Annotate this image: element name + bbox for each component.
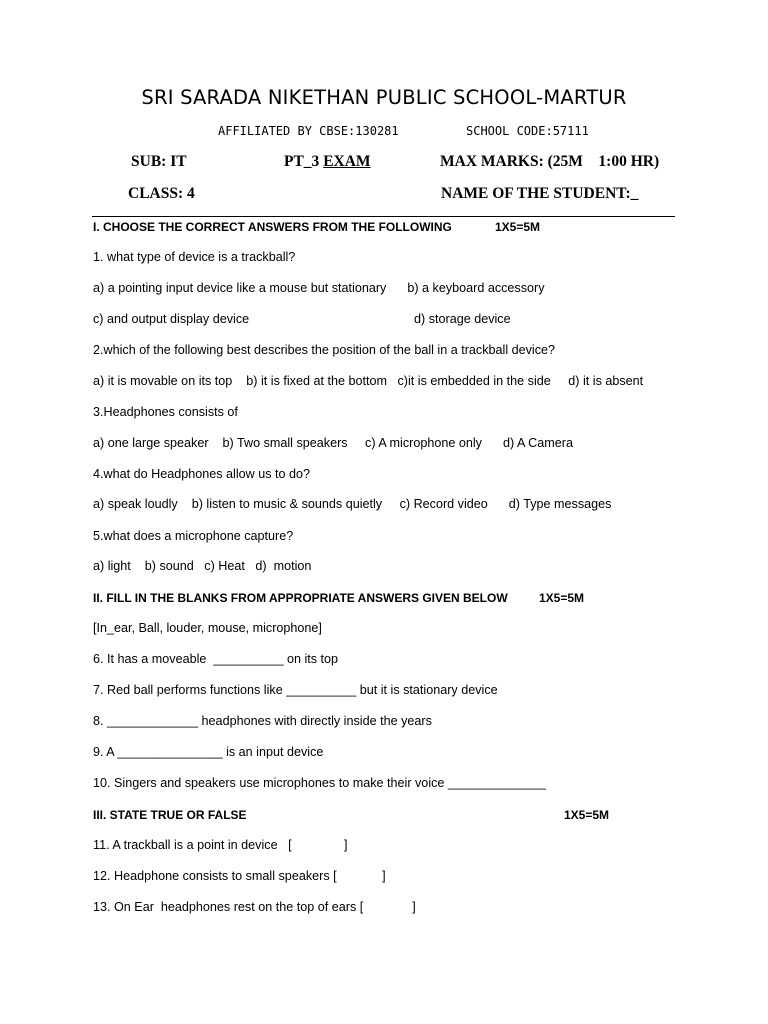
question-2-options: a) it is movable on its top b) it is fixed at the bottom c)it is embedded in the side d) it is absent	[93, 374, 644, 388]
question-1-option-d: d) storage device	[414, 312, 511, 326]
question-1: 1. what type of device is a trackball?	[93, 250, 296, 264]
max-marks-label: MAX MARKS: (25M 1:00 HR)	[440, 153, 660, 170]
word-bank: [In_ear, Ball, louder, mouse, microphone]	[93, 621, 322, 635]
header-divider	[92, 216, 675, 217]
class-label: CLASS: 4	[128, 185, 195, 202]
question-5: 5.what does a microphone capture?	[93, 529, 294, 543]
question-9: 9. A _______________ is an input device	[93, 745, 324, 759]
question-8: 8. _____________ headphones with directly inside the years	[93, 714, 432, 728]
subject-label: SUB: IT	[131, 153, 187, 170]
question-3: 3.Headphones consists of	[93, 405, 238, 419]
section2-marks: 1X5=5M	[539, 591, 585, 605]
exam-title-underlined: EXAM	[323, 153, 371, 170]
question-7: 7. Red ball performs functions like __________ but it is stationary device	[93, 683, 498, 697]
section1-heading: I. CHOOSE THE CORRECT ANSWERS FROM THE FOLLOWING	[93, 220, 452, 234]
question-12: 12. Headphone consists to small speakers [ ]	[93, 869, 386, 883]
question-6: 6. It has a moveable __________ on its top	[93, 652, 339, 666]
question-5-options: a) light b) sound c) Heat d) motion	[93, 559, 312, 573]
question-2: 2.which of the following best describes the position of the ball in a trackball device?	[93, 343, 556, 357]
section3-marks: 1X5=5M	[564, 808, 610, 822]
school-code-text: SCHOOL CODE:57111	[466, 124, 589, 138]
school-name: SRI SARADA NIKETHAN PUBLIC SCHOOL-MARTUR	[141, 86, 627, 109]
exam-title-prefix: PT_3	[284, 153, 324, 170]
exam-title	[284, 153, 371, 171]
affiliation-text: AFFILIATED BY CBSE:130281	[218, 124, 399, 138]
student-name-label: NAME OF THE STUDENT:_	[441, 185, 639, 202]
question-4: 4.what do Headphones allow us to do?	[93, 467, 311, 481]
question-4-options: a) speak loudly b) listen to music & sounds quietly c) Record video d) Type messages	[93, 497, 612, 511]
question-10: 10. Singers and speakers use microphones to make their voice ______________	[93, 776, 546, 790]
question-3-options: a) one large speaker b) Two small speakers c) A microphone only d) A Camera	[93, 436, 573, 450]
question-11: 11. A trackball is a point in device [ ]	[93, 838, 348, 852]
section2-heading: II. FILL IN THE BLANKS FROM APPROPRIATE ANSWERS GIVEN BELOW	[93, 591, 508, 605]
question-1-option-c: c) and output display device	[93, 312, 250, 326]
section1-marks: 1X5=5M	[495, 220, 541, 234]
question-1-options-ab: a) a pointing input device like a mouse but stationary b) a keyboard accessory	[93, 281, 545, 295]
section3-heading: III. STATE TRUE OR FALSE	[93, 808, 247, 822]
question-13: 13. On Ear headphones rest on the top of ears [ ]	[93, 900, 416, 914]
